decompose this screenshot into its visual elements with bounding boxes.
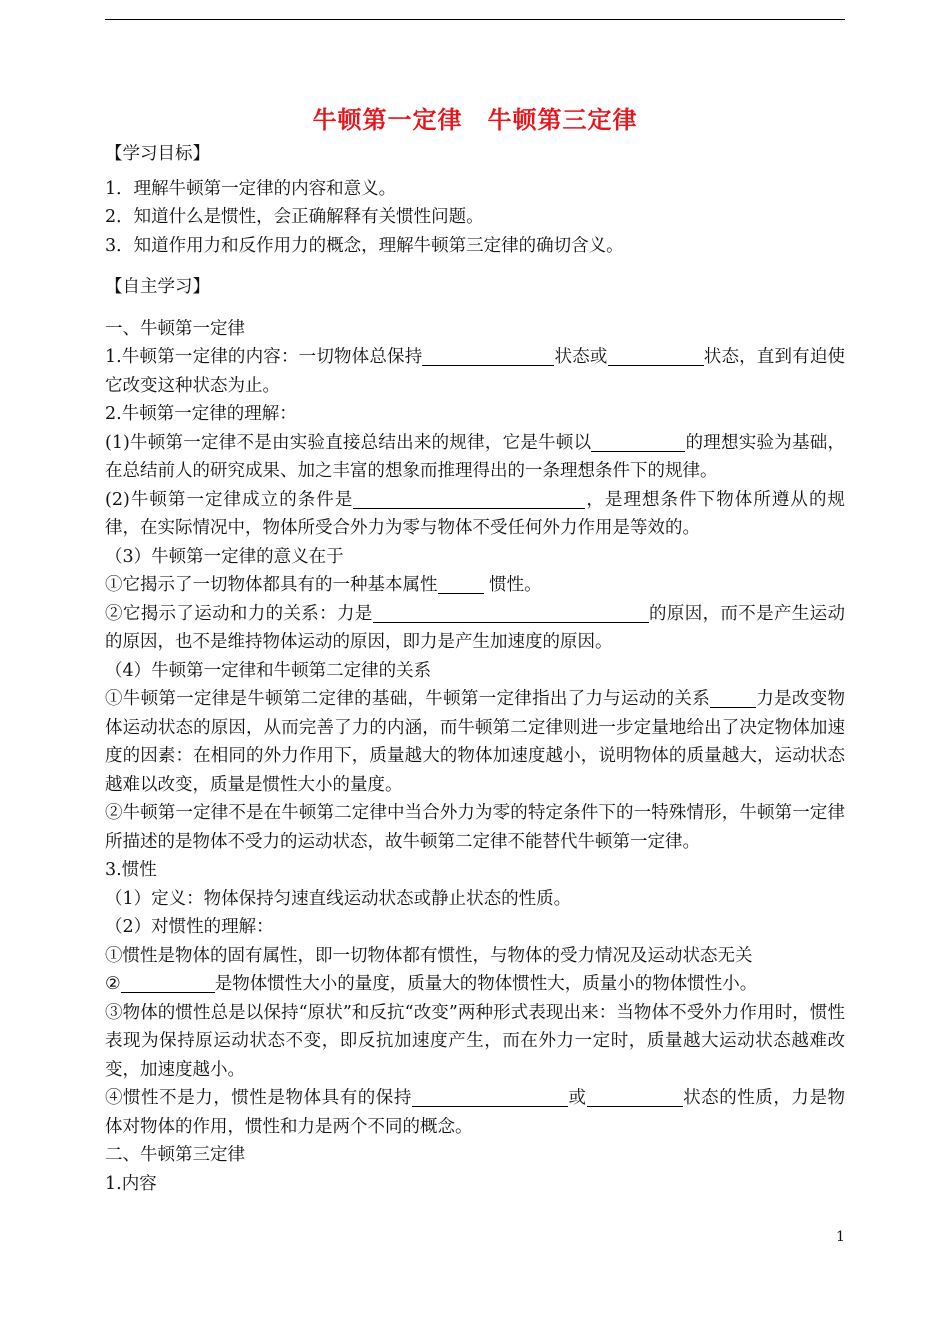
paragraph-third-law-content: 1.内容 — [105, 1173, 157, 1194]
fill-blank[interactable] — [608, 347, 704, 366]
paragraph-significance-1: ①它揭示了一切物体都具有的一种基本属性 惯性。 — [105, 575, 542, 595]
section-heading-third-law: 二、牛顿第三定律 — [105, 1145, 245, 1165]
header-rule — [105, 19, 845, 20]
fill-blank[interactable] — [412, 1088, 568, 1107]
fill-blank[interactable] — [121, 974, 215, 993]
paragraph-inertia-definition: （1）定义：物体保持匀速直线运动状态或静止状态的性质。 — [105, 888, 572, 909]
fill-blank[interactable] — [710, 689, 756, 708]
paragraph-relation-2: ②牛顿第一定律不是在牛顿第二定律中当合外力为零的特定条件下的一特殊情形，牛顿第一定律所描述的是物体不受力的运动状态，故牛顿第二定律不能替代牛顿第一定律。 — [105, 803, 845, 852]
page-number: 1 — [836, 1229, 845, 1245]
self-study-heading: 【自主学习】 — [105, 277, 210, 297]
section-heading-first-law: 一、牛顿第一定律 — [105, 318, 245, 339]
paragraph-inertia-heading: 3.惯性 — [105, 860, 157, 880]
fill-blank[interactable] — [587, 1088, 683, 1107]
paragraph-inertia-2: ② 是物体惯性大小的量度，质量大的物体惯性大，质量小的物体惯性小。 — [105, 974, 758, 994]
paragraph-item-2: (2)牛顿第一定律成立的条件是 ，是理想条件下物体所遵从的规律，在实际情况中，物体所受合外力为零与物体不受任何外力作用是等效的。 — [105, 489, 845, 538]
paragraph-item-3: （3）牛顿第一定律的意义在于 — [105, 546, 344, 567]
fill-blank[interactable] — [438, 575, 484, 594]
paragraph-inertia-1: ①惯性是物体的固有属性，即一切物体都有惯性，与物体的受力情况及运动状态无关 — [105, 945, 753, 966]
fill-blank[interactable] — [373, 604, 649, 623]
paragraph-relation-1: ①牛顿第一定律是牛顿第二定律的基础，牛顿第一定律指出了力与运动的关系 力是改变物体运动状态的原因，从而完善了力的内涵，而牛顿第二定律则进一步定量地给出了决定物体加速度的因素：在相同的外力作用下，质量越大的物体加速度越小，说明物体的质量越大，运动状态越难以改变，质量是惯性大小的量度。 — [105, 689, 846, 795]
goal-item: 1．理解牛顿第一定律的内容和意义。 — [105, 178, 397, 199]
paragraph-item-4: （4）牛顿第一定律和牛顿第二定律的关系 — [105, 660, 432, 681]
fill-blank[interactable] — [353, 490, 585, 509]
goal-item: 2．知道什么是惯性，会正确解释有关惯性问题。 — [105, 207, 484, 227]
paragraph-inertia-3: ③物体的惯性总是以保持“原状”和反抗“改变”两种形式表现出来：当物体不受外力作用时，惯性表现为保持原运动状态不变，即反抗加速度产生，而在外力一定时，质量越大运动状态越难改变，加速度越小。 — [105, 1002, 845, 1080]
document-body — [105, 100, 845, 1198]
paragraph-item-1: (1)牛顿第一定律不是由实验直接总结出来的规律，它是牛顿以 的理想实验为基础，在总结前人的研究成果、加之丰富的想象而推理得出的一条理想条件下的规律。 — [105, 432, 846, 481]
fill-blank[interactable] — [591, 433, 685, 452]
goals-heading: 【学习目标】 — [105, 144, 210, 164]
paragraph-inertia-understanding: （2）对惯性的理解： — [105, 917, 274, 937]
goal-item: 3．知道作用力和反作用力的概念，理解牛顿第三定律的确切含义。 — [105, 235, 624, 256]
paragraph-first-law-content: 1.牛顿第一定律的内容：一切物体总保持 状态或 状态，直到有迫使它改变这种状态为止。 — [105, 347, 846, 396]
page-title: 牛顿第一定律 牛顿第三定律 — [312, 105, 638, 134]
paragraph-inertia-4: ④惯性不是力，惯性是物体具有的保持 或 状态的性质，力是物体对物体的作用，惯性和力是两个不同的概念。 — [105, 1088, 846, 1137]
paragraph-understanding: 2.牛顿第一定律的理解： — [105, 404, 297, 424]
paragraph-significance-2: ②它揭示了运动和力的关系：力是 的原因，而不是产生运动的原因，也不是维持物体运动的原因，即力是产生加速度的原因。 — [105, 603, 846, 652]
fill-blank[interactable] — [422, 347, 554, 366]
